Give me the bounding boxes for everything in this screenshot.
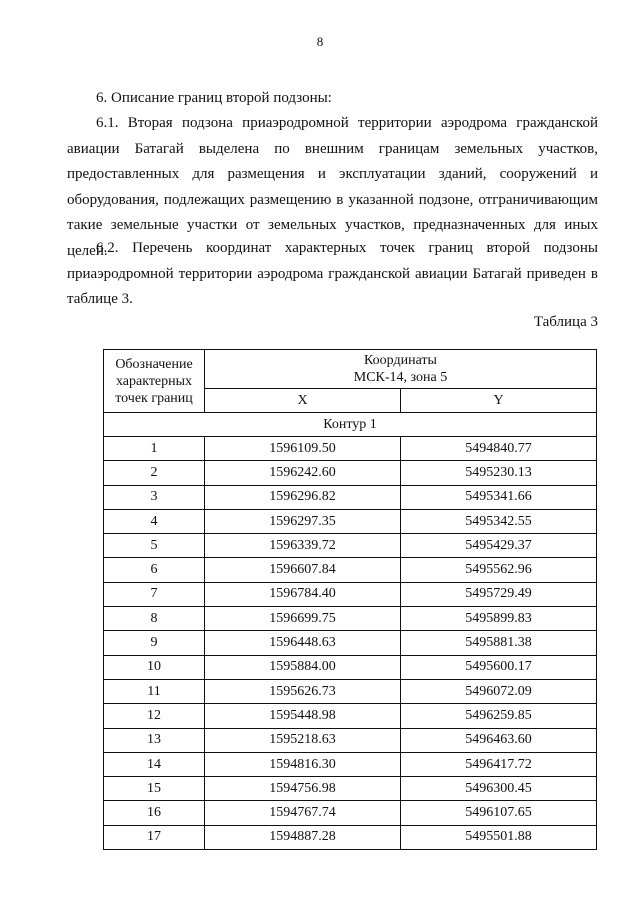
table-row	[104, 777, 597, 801]
x-coordinate-cell: 1596296.82	[205, 485, 401, 509]
x-coordinate-cell: 1596607.84	[205, 558, 401, 582]
point-number-cell: 13	[104, 728, 205, 752]
y-coordinate-cell: 5495881.38	[401, 631, 597, 655]
y-coordinate-cell: 5496417.72	[401, 752, 597, 776]
point-number-cell: 6	[104, 558, 205, 582]
point-number-cell: 9	[104, 631, 205, 655]
y-coordinate-cell: 5496300.45	[401, 777, 597, 801]
table-row	[104, 582, 597, 606]
x-coordinate-cell: 1596699.75	[205, 607, 401, 631]
table-row	[104, 728, 597, 752]
x-coordinate-cell: 1595218.63	[205, 728, 401, 752]
point-number-cell: 14	[104, 752, 205, 776]
coordinates-table	[103, 349, 597, 850]
table-row	[104, 752, 597, 776]
table-row	[104, 534, 597, 558]
table-row	[104, 825, 597, 849]
x-coordinate-cell: 1595626.73	[205, 679, 401, 703]
x-coordinate-cell: 1594887.28	[205, 825, 401, 849]
paragraph-6-1: 6.1. Вторая подзона приаэродромной территории аэродрома гражданской авиации Батагай выделена по внешним границам земельных участков, предоставленных для размещения и эксплуатации зданий, сооружений и оборудования, подлежащих размещению в указанной подзоне, отграничивающим такие земельные участки от земельных участков, предназначенных для иных целей.	[67, 115, 598, 259]
coordinates-header-title: Координаты	[364, 353, 437, 368]
section-heading: 6. Описание границ второй подзоны:	[96, 90, 332, 106]
table-row	[104, 679, 597, 703]
coordinate-system-label: МСК-14, зона 5	[353, 370, 448, 385]
table-row	[104, 437, 597, 461]
point-number-cell: 12	[104, 704, 205, 728]
paragraph-6-2: 6.2. Перечень координат характерных точек границ второй подзоны приаэродромной территории аэродрома гражданской авиации Батагай приведен в таблице 3.	[67, 240, 598, 307]
y-coordinate-cell: 5495729.49	[401, 582, 597, 606]
point-number-cell: 8	[104, 607, 205, 631]
x-coordinate-cell: 1596339.72	[205, 534, 401, 558]
x-coordinate-cell: 1596242.60	[205, 461, 401, 485]
contour-label: Контур 1	[104, 413, 597, 437]
x-coordinate-cell: 1594816.30	[205, 752, 401, 776]
table-row	[104, 655, 597, 679]
x-coordinate-cell: 1596297.35	[205, 509, 401, 533]
table-row	[104, 485, 597, 509]
x-coordinate-cell: 1596784.40	[205, 582, 401, 606]
y-coordinate-cell: 5495899.83	[401, 607, 597, 631]
y-column-header: Y	[401, 389, 597, 413]
y-coordinate-cell: 5495600.17	[401, 655, 597, 679]
point-number-cell: 10	[104, 655, 205, 679]
table-row	[104, 607, 597, 631]
x-coordinate-cell: 1595448.98	[205, 704, 401, 728]
point-number-cell: 4	[104, 509, 205, 533]
x-coordinate-cell: 1596109.50	[205, 437, 401, 461]
table-row	[104, 558, 597, 582]
y-coordinate-cell: 5495501.88	[401, 825, 597, 849]
point-number-cell: 7	[104, 582, 205, 606]
table-row	[104, 509, 597, 533]
point-number-cell: 15	[104, 777, 205, 801]
y-coordinate-cell: 5496463.60	[401, 728, 597, 752]
point-designation-header: Обозначение характерных точек границ	[104, 350, 205, 413]
x-coordinate-cell: 1594767.74	[205, 801, 401, 825]
coordinates-header	[205, 350, 597, 389]
table-row	[104, 801, 597, 825]
x-coordinate-cell: 1596448.63	[205, 631, 401, 655]
point-number-cell: 11	[104, 679, 205, 703]
y-coordinate-cell: 5496259.85	[401, 704, 597, 728]
point-number-cell: 2	[104, 461, 205, 485]
point-number-cell: 17	[104, 825, 205, 849]
y-coordinate-cell: 5495341.66	[401, 485, 597, 509]
point-number-cell: 16	[104, 801, 205, 825]
point-number-cell: 5	[104, 534, 205, 558]
y-coordinate-cell: 5495230.13	[401, 461, 597, 485]
y-coordinate-cell: 5495429.37	[401, 534, 597, 558]
table-caption: Таблица 3	[533, 314, 598, 330]
table-row	[104, 704, 597, 728]
table-row	[104, 461, 597, 485]
table-row	[104, 631, 597, 655]
point-number-cell: 1	[104, 437, 205, 461]
y-coordinate-cell: 5495342.55	[401, 509, 597, 533]
y-coordinate-cell: 5494840.77	[401, 437, 597, 461]
table-body	[104, 413, 597, 850]
point-number-cell: 3	[104, 485, 205, 509]
y-coordinate-cell: 5495562.96	[401, 558, 597, 582]
y-coordinate-cell: 5496107.65	[401, 801, 597, 825]
x-coordinate-cell: 1595884.00	[205, 655, 401, 679]
y-coordinate-cell: 5496072.09	[401, 679, 597, 703]
page-number: 8	[316, 34, 324, 49]
x-coordinate-cell: 1594756.98	[205, 777, 401, 801]
x-column-header: X	[205, 389, 401, 413]
